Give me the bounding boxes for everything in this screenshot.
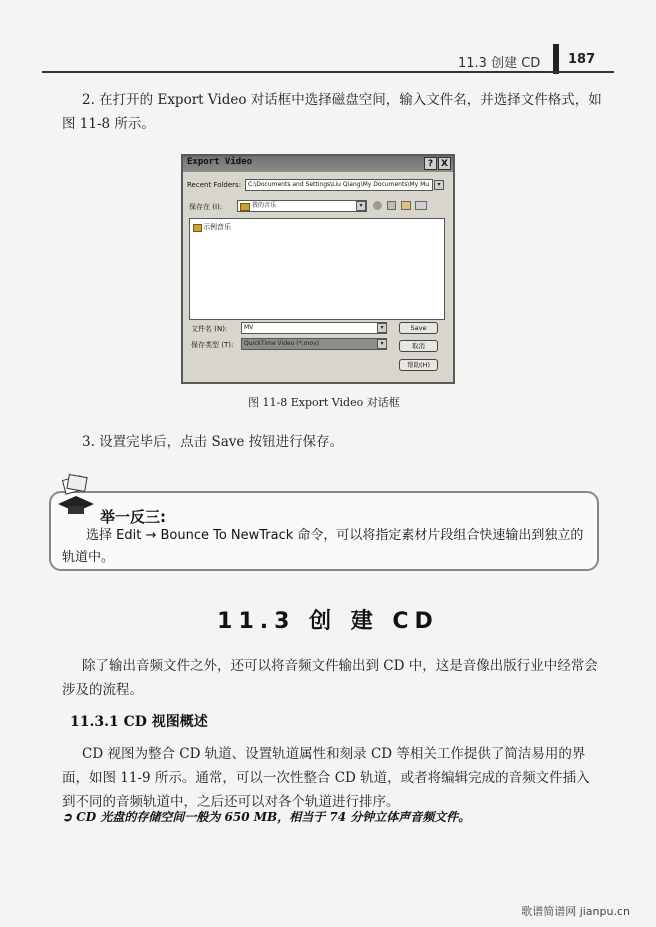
watermark: 歌谱简谱网 jianpu.cn	[521, 905, 630, 918]
tip-title: 举一反三:	[100, 508, 166, 526]
chevron-down-icon[interactable]: ▾	[356, 201, 366, 211]
chevron-down-icon[interactable]: ▾	[434, 180, 444, 190]
folder-icon	[193, 224, 202, 232]
running-header-section: 11.3 创建 CD	[458, 56, 541, 71]
dialog-title: Export Video	[187, 157, 253, 167]
note-line: ➲ CD 光盘的存储空间一般为 650 MB，相当于 74 分钟立体声音频文件。	[62, 810, 471, 824]
back-icon[interactable]	[373, 201, 382, 210]
filetype-select[interactable]: QuickTime Video (*.mov)	[241, 338, 387, 350]
help-button[interactable]: 帮助(H)	[399, 359, 438, 371]
save-in-value: 我的音乐	[252, 202, 277, 209]
save-in-label: 保存在 (I):	[189, 203, 223, 211]
save-in-select[interactable]	[237, 200, 367, 212]
graduation-cap-icon	[56, 474, 96, 518]
chevron-down-icon[interactable]: ▾	[377, 339, 387, 349]
paragraph-step-2: 2. 在打开的 Export Video 对话框中选择磁盘空间，输入文件名，并选择文件格式，如图 11-8 所示。	[62, 92, 602, 132]
page-number: 187	[568, 52, 596, 67]
header-rule	[42, 71, 614, 73]
dialog-titlebar[interactable]	[183, 156, 453, 172]
tip-body: 选择 Edit → Bounce To NewTrack 命令，可以将指定素材片段组合快速输出到独立的轨道中。	[62, 528, 584, 565]
help-icon[interactable]: ?	[424, 157, 437, 170]
recent-folders-label: Recent Folders:	[187, 181, 242, 189]
subsection-title: 11.3.1 CD 视图概述	[70, 714, 208, 730]
folder-icon	[240, 203, 250, 211]
paragraph-intro: 除了输出音频文件之外，还可以将音频文件输出到 CD 中，这是音像出版行业中经常会涉及的流程。	[62, 658, 598, 698]
chevron-down-icon[interactable]: ▾	[377, 323, 387, 333]
file-list-item[interactable]: 示例音乐	[203, 223, 231, 231]
recent-folders-select[interactable]: C:\Documents and Settings\Liu Qiang\My Documents\My Mu	[245, 179, 433, 191]
export-video-dialog	[181, 154, 455, 384]
figure-caption: 图 11-8 Export Video 对话框	[248, 396, 400, 409]
header-marker-bar	[553, 44, 559, 74]
paragraph-step-3: 3. 设置完毕后，点击 Save 按钮进行保存。	[82, 434, 344, 450]
save-button[interactable]: Save	[399, 322, 438, 334]
new-folder-icon[interactable]	[401, 201, 411, 210]
file-list[interactable]	[189, 218, 445, 320]
paragraph-cd-view: CD 视图为整合 CD 轨道、设置轨道属性和刻录 CD 等相关工作提供了简洁易用的界面，如图 11-9 所示。通常，可以一次性整合 CD 轨道，或者将编辑完成的音频文件插入到不同的音频轨道中，之后还可以对各个轨道进行排序。	[62, 746, 590, 810]
filename-input[interactable]: MV	[241, 322, 387, 334]
up-folder-icon[interactable]	[387, 201, 396, 210]
filename-label: 文件名 (N):	[191, 325, 228, 333]
view-menu-icon[interactable]	[415, 201, 427, 210]
section-title: 11.3 创 建 CD	[217, 609, 439, 634]
close-icon[interactable]: X	[438, 157, 451, 170]
filetype-label: 保存类型 (T):	[191, 341, 234, 349]
cancel-button[interactable]: 取消	[399, 340, 438, 352]
